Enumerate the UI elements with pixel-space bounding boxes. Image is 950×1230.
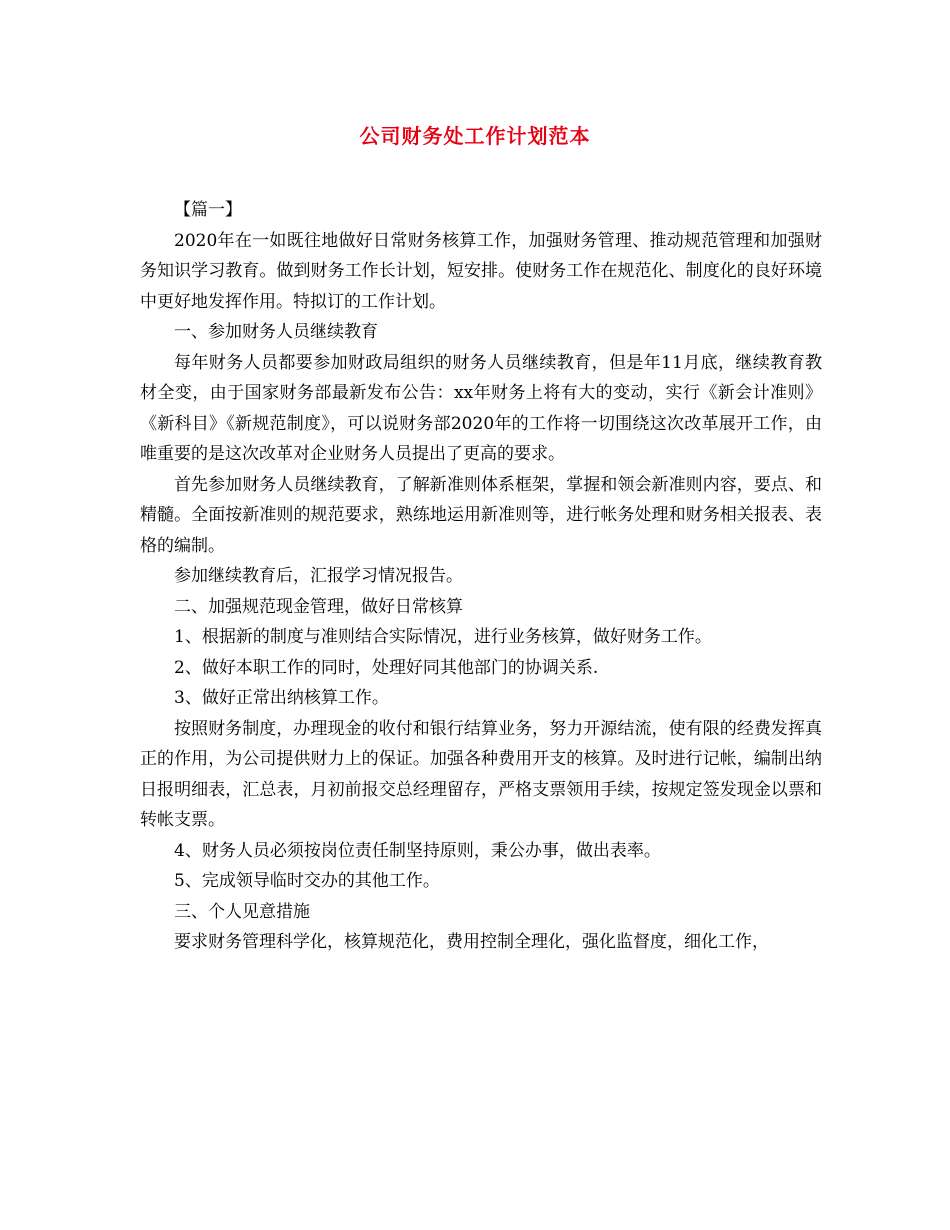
paragraph-intro: 2020年在一如既往地做好日常财务核算工作，加强财务管理、推动规范管理和加强财务知识学习教育。做到财务工作长计划，短安排。使财务工作在规范化、制度化的良好环境中更好地发挥作用。特拟订的工作计划。 — [140, 230, 822, 312]
paragraph: 要求财务管理科学化，核算规范化，费用控制全理化，强化监督度，细化工作， — [174, 932, 769, 952]
section-heading-1: 一、参加财务人员继续教育 — [174, 322, 378, 342]
section-heading-part-one: 【篇一】 — [174, 200, 242, 220]
paragraph: 参加继续教育后，汇报学习情况报告。 — [174, 566, 463, 586]
section-heading-2: 二、加强规范现金管理，做好日常核算 — [174, 596, 463, 617]
document-body — [140, 195, 822, 958]
section-heading-3: 三、个人见意措施 — [174, 901, 310, 922]
document-title: 公司财务处工作计划范本 — [359, 124, 591, 148]
list-item: 1、根据新的制度与准则结合实际情况，进行业务核算，做好财务工作。 — [174, 627, 712, 647]
list-item: 4、财务人员必须按岗位责任制坚持原则，秉公办事，做出表率。 — [174, 840, 661, 861]
list-item: 2、做好本职工作的同时，处理好同其他部门的协调关系. — [174, 657, 599, 678]
paragraph: 按照财务制度，办理现金的收付和银行结算业务，努力开源结流，使有限的经费发挥真正的作用，为公司提供财力上的保证。加强各种费用开支的核算。及时进行记帐，编制出纳日报明细表，汇总表，月初前报交总经理留存，严格支票领用手续，按规定签发现金以票和转帐支票。 — [140, 718, 822, 830]
paragraph: 首先参加财务人员继续教育，了解新准则体系框架，掌握和领会新准则内容，要点、和精髓。全面按新准则的规范要求，熟练地运用新准则等，进行帐务处理和财务相关报表、表格的编制。 — [140, 474, 822, 556]
list-item: 5、完成领导临时交办的其他工作。 — [174, 871, 440, 891]
paragraph: 每年财务人员都要参加财政局组织的财务人员继续教育，但是年11月底，继续教育教材全变，由于国家财务部最新发布公告：xx年财务上将有大的变动，实行《新会计准则》《新科目》《新规范制度》，可以说财务部2020年的工作将一切围绕这次改革展开工作，由唯重要的是这次改革对企业财务人员提出了更高的要求。 — [140, 352, 822, 464]
list-item: 3、做好正常出纳核算工作。 — [174, 688, 389, 708]
